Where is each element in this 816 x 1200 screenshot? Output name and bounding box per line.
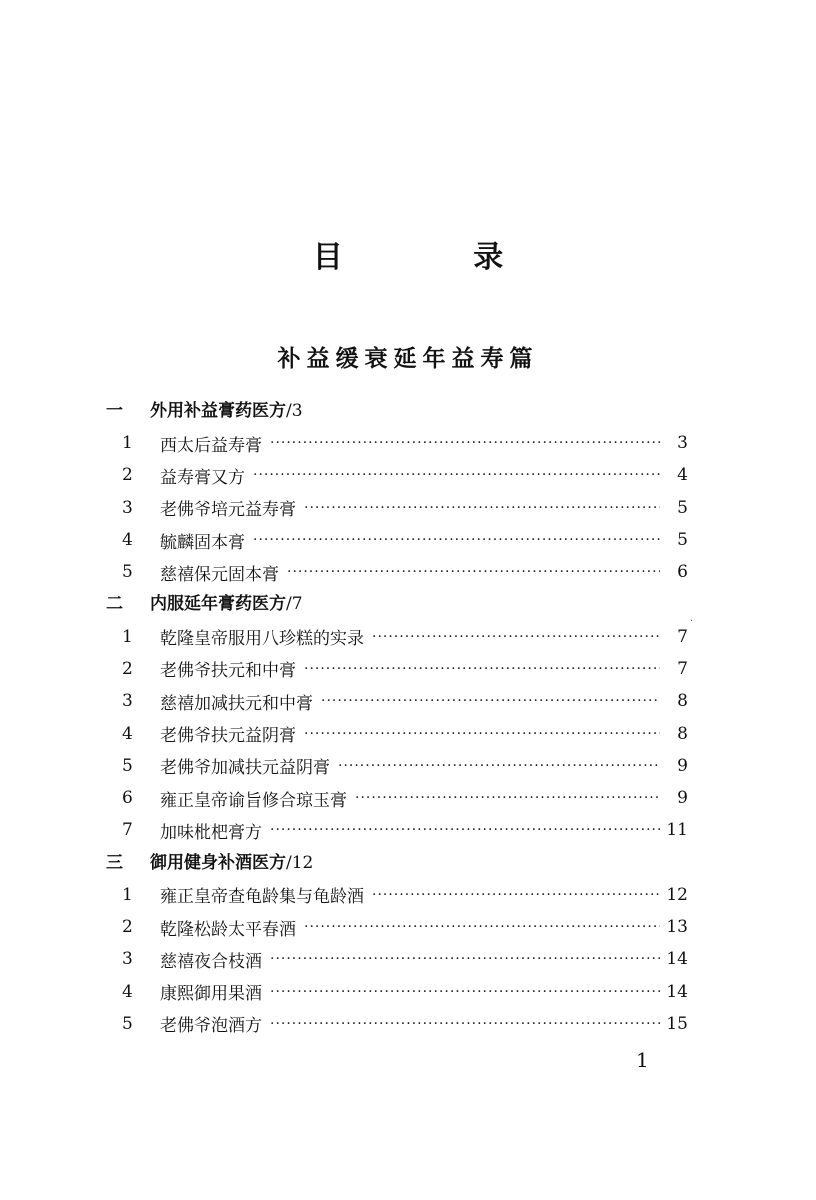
entry-page: 14	[666, 949, 688, 970]
leader-dots	[321, 693, 660, 709]
leader-dots	[304, 726, 660, 742]
entry-page: 13	[666, 917, 688, 937]
entry-index: 5	[122, 1013, 133, 1034]
entry-index: 4	[122, 723, 133, 744]
entry-title: 乾隆松龄太平春酒	[160, 919, 296, 940]
section-number: 一	[106, 401, 123, 421]
toc-entry[interactable]	[104, 524, 688, 556]
entry-page: 7	[677, 626, 688, 647]
leader-dots	[372, 629, 660, 645]
toc-section-3[interactable]	[104, 847, 688, 879]
toc-entry[interactable]	[104, 911, 688, 943]
entry-index: 1	[122, 433, 133, 454]
table-of-contents	[104, 395, 688, 1040]
leader-dots	[287, 564, 660, 580]
entry-index: 1	[122, 884, 133, 905]
scan-speck: ·	[690, 616, 694, 627]
entry-title: 慈禧加减扶元和中膏	[160, 693, 313, 714]
toc-entry[interactable]	[104, 782, 688, 814]
entry-title: 慈禧保元固本膏	[160, 564, 279, 585]
entry-page: 8	[677, 691, 688, 712]
entry-title: 老佛爷扶元和中膏	[160, 661, 296, 682]
toc-entry[interactable]	[104, 1008, 688, 1040]
entry-title: 老佛爷泡酒方	[160, 1016, 262, 1037]
entry-index: 7	[122, 820, 133, 841]
entry-page: 15	[666, 1013, 688, 1034]
entry-index: 2	[122, 465, 133, 486]
leader-dots	[253, 467, 660, 483]
toc-entry[interactable]	[104, 427, 688, 459]
toc-entry[interactable]	[104, 750, 688, 782]
entry-title: 康熙御用果酒	[160, 984, 262, 1005]
entry-index: 6	[122, 788, 133, 809]
section-number: 二	[106, 594, 123, 615]
section-title: 外用补益膏药医方	[150, 401, 286, 421]
toc-entry[interactable]	[104, 943, 688, 975]
entry-page: 14	[666, 981, 688, 1002]
toc-entry[interactable]	[104, 717, 688, 749]
section-page: /12	[286, 852, 314, 873]
toc-entry[interactable]	[104, 879, 688, 911]
toc-entry[interactable]	[104, 975, 688, 1007]
entry-title: 西太后益寿膏	[160, 435, 262, 456]
leader-dots	[304, 500, 660, 516]
leader-dots	[355, 790, 660, 806]
section-number: 三	[106, 852, 123, 873]
entry-index: 5	[122, 755, 133, 776]
entry-page: 12	[666, 884, 688, 905]
entry-page: 9	[677, 755, 688, 776]
entry-title: 老佛爷培元益寿膏	[160, 500, 296, 521]
page-title: 目 录	[312, 240, 564, 275]
entry-index: 3	[122, 497, 133, 518]
leader-dots	[270, 1016, 660, 1032]
entry-index: 5	[122, 562, 133, 583]
toc-entry[interactable]	[104, 492, 688, 524]
entry-index: 3	[122, 691, 133, 712]
entry-index: 2	[122, 658, 133, 679]
entry-index: 1	[122, 626, 133, 647]
entry-page: 9	[677, 788, 688, 809]
entry-page: 6	[677, 562, 688, 583]
leader-dots	[270, 951, 660, 967]
leader-dots	[253, 532, 660, 548]
section-page: /3	[286, 401, 303, 421]
section-title: 内服延年膏药医方	[150, 594, 286, 615]
leader-dots	[270, 984, 660, 1000]
entry-title: 慈禧夜合枝酒	[160, 951, 262, 972]
entry-title: 益寿膏又方	[160, 467, 245, 488]
toc-entry[interactable]	[104, 814, 688, 846]
entry-page: 3	[677, 433, 688, 454]
toc-entry[interactable]	[104, 459, 688, 491]
entry-page: 8	[677, 723, 688, 744]
entry-index: 4	[122, 981, 133, 1002]
toc-entry[interactable]	[104, 653, 688, 685]
leader-dots	[304, 661, 660, 677]
entry-page: 11	[666, 820, 688, 841]
toc-entry[interactable]	[104, 685, 688, 717]
entry-page: 4	[677, 465, 688, 486]
entry-index: 3	[122, 949, 133, 970]
entry-page: 5	[677, 497, 688, 518]
entry-title: 雍正皇帝查龟龄集与龟龄酒	[160, 887, 364, 908]
entry-page: 7	[677, 658, 688, 679]
entry-title: 雍正皇帝谕旨修合琼玉膏	[160, 790, 347, 811]
entry-title: 乾隆皇帝服用八珍糕的实录	[160, 629, 364, 650]
leader-dots	[270, 822, 660, 838]
entry-title: 老佛爷扶元益阴膏	[160, 726, 296, 747]
toc-entry[interactable]	[104, 556, 688, 588]
leader-dots	[372, 887, 660, 903]
entry-title: 毓麟固本膏	[160, 532, 245, 553]
entry-title: 加味枇杷膏方	[160, 822, 262, 843]
entry-title: 老佛爷加减扶元益阴膏	[160, 758, 330, 779]
entry-index: 4	[122, 530, 133, 551]
leader-dots	[338, 758, 660, 774]
section-title: 御用健身补酒医方	[150, 852, 286, 873]
toc-section-2[interactable]	[104, 588, 688, 620]
section-group-title: 补益缓衰延年益寿篇	[277, 346, 539, 372]
entry-page: 5	[677, 530, 688, 551]
leader-dots	[270, 435, 660, 451]
entry-index: 2	[122, 917, 133, 937]
toc-entry[interactable]	[104, 620, 688, 652]
section-page: /7	[286, 594, 303, 615]
page-number: 1	[636, 1048, 649, 1072]
toc-section-1[interactable]	[104, 395, 688, 427]
leader-dots	[304, 919, 660, 935]
